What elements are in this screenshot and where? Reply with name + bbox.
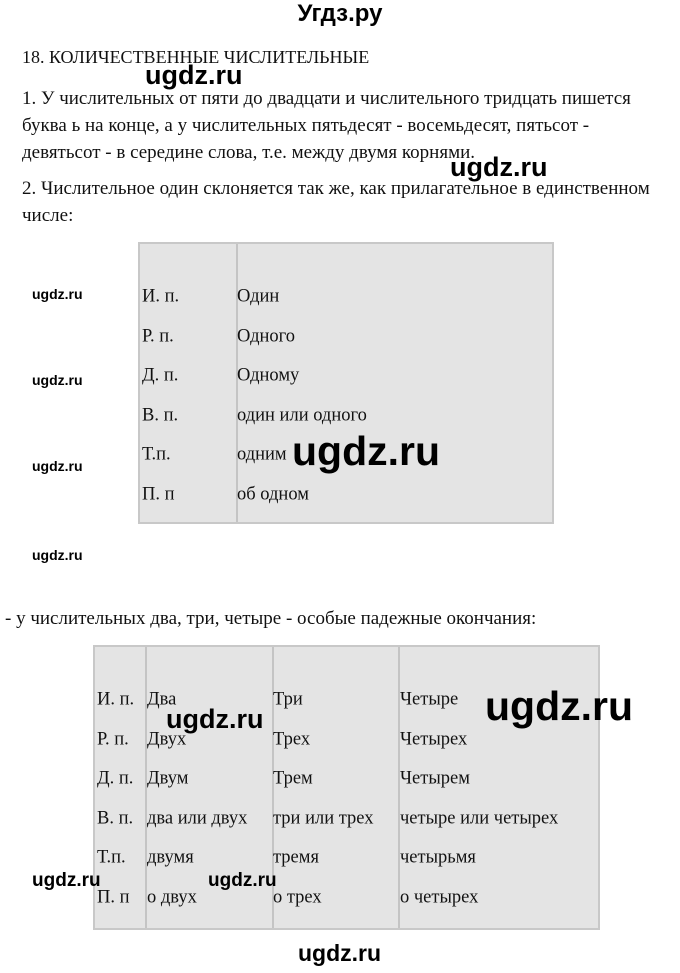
case-form: Один	[237, 286, 280, 307]
case-form: Двум	[147, 768, 189, 789]
case-label: П. п	[142, 484, 175, 505]
paragraph-line: 2. Числительное один склоняется так же, как прилагательное в единственном	[22, 178, 650, 199]
case-label: Д. п.	[97, 768, 134, 789]
case-form: об одном	[237, 484, 309, 505]
case-label: Д. п.	[142, 365, 179, 386]
case-form: четырьмя	[400, 847, 476, 868]
case-form: тремя	[273, 847, 319, 868]
watermark: ugdz.ru	[485, 683, 634, 729]
case-form: три или трех	[273, 808, 374, 829]
case-form: о двух	[147, 887, 197, 908]
watermark: ugdz.ru	[292, 428, 441, 474]
watermark: ugdz.ru	[32, 870, 101, 891]
watermark: ugdz.ru	[32, 286, 83, 302]
case-label: Р. п.	[97, 729, 129, 750]
case-form: Трем	[273, 768, 313, 789]
case-form: Трех	[273, 729, 311, 750]
paragraph-line: - у числительных два, три, четыре - особые падежные окончания:	[5, 608, 537, 629]
case-label: Р. п.	[142, 326, 174, 347]
case-form: четыре или четырех	[400, 808, 559, 829]
site-header-title: Угдз.ру	[297, 0, 383, 27]
case-form: одним	[237, 444, 287, 465]
paragraph-line: буква ь на конце, а у числительных пятьдесят - восемьдесят, пятьсот -	[22, 115, 590, 136]
case-label: Т.п.	[142, 444, 171, 465]
case-label: И. п.	[142, 286, 180, 307]
case-form: двумя	[147, 847, 194, 868]
case-form: о трех	[273, 887, 322, 908]
case-form: о четырех	[400, 887, 479, 908]
case-label: В. п.	[142, 405, 179, 426]
watermark: ugdz.ru	[166, 704, 264, 734]
case-form: Четырем	[400, 768, 470, 789]
watermark: ugdz.ru	[298, 940, 382, 966]
paragraph-line: числе:	[22, 205, 74, 226]
case-form: Одному	[237, 365, 300, 386]
case-form: Четыре	[400, 689, 459, 710]
paragraph-line: 1. У числительных от пяти до двадцати и числительного тридцать пишется	[22, 88, 631, 109]
case-form: один или одного	[237, 405, 367, 426]
watermark: ugdz.ru	[32, 458, 83, 474]
case-label: П. п	[97, 887, 130, 908]
case-form: Три	[273, 689, 303, 710]
case-form: два или двух	[147, 808, 248, 829]
case-form: Четырех	[400, 729, 468, 750]
case-form: Двух	[147, 729, 187, 750]
case-label: И. п.	[97, 689, 135, 710]
case-form: Два	[147, 689, 177, 710]
watermark: ugdz.ru	[32, 547, 83, 563]
case-label: Т.п.	[97, 847, 126, 868]
declension-table-one	[138, 242, 554, 524]
case-label: В. п.	[97, 808, 134, 829]
watermark: ugdz.ru	[208, 870, 277, 891]
watermark: ugdz.ru	[145, 60, 243, 90]
paragraph-line: девятьсот - в середине слова, т.е. между двумя корнями.	[22, 142, 476, 163]
section-title: 18. КОЛИЧЕСТВЕННЫЕ ЧИСЛИТЕЛЬНЫЕ	[22, 47, 370, 67]
watermark: ugdz.ru	[32, 372, 83, 388]
case-form: Одного	[237, 326, 296, 347]
watermark: ugdz.ru	[450, 152, 548, 182]
